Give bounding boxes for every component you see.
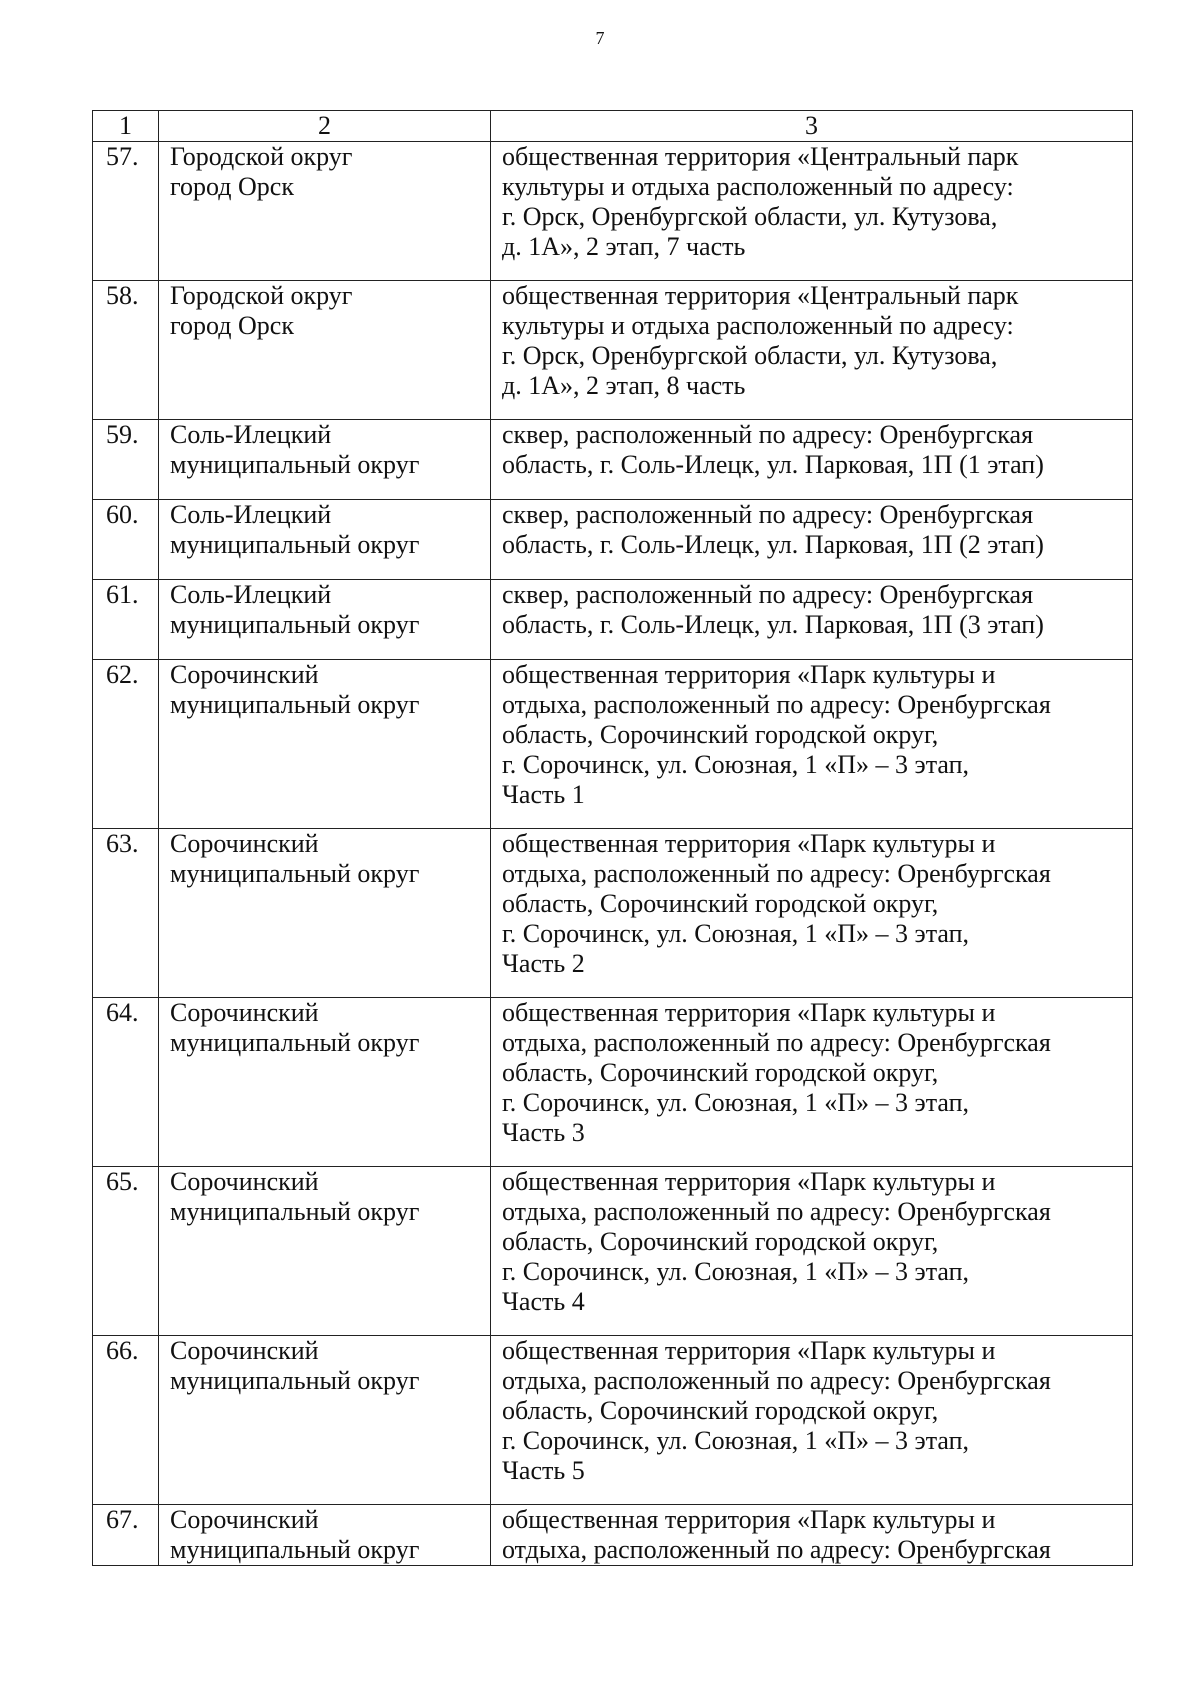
column-header-description: 3 xyxy=(491,111,1133,142)
district-line: Сорочинский xyxy=(170,660,319,689)
description-line: область, г. Соль-Илецк, ул. Парковая, 1П (3 этап) xyxy=(502,610,1044,639)
description-line: д. 1А», 2 этап, 8 часть xyxy=(502,371,746,400)
table-row xyxy=(93,580,1133,660)
description-line: область, г. Соль-Илецк, ул. Парковая, 1П (2 этап) xyxy=(502,530,1044,559)
column-header-number: 1 xyxy=(93,111,159,142)
description-cell xyxy=(491,1336,1133,1505)
district-line: Сорочинский xyxy=(170,1167,319,1196)
description-line: культуры и отдыха расположенный по адресу: xyxy=(502,172,1014,201)
row-number: 57. xyxy=(93,142,159,281)
district-cell xyxy=(159,1167,491,1336)
description-line: общественная территория «Парк культуры и xyxy=(502,998,996,1027)
row-number: 62. xyxy=(93,660,159,829)
row-number: 63. xyxy=(93,829,159,998)
description-line: Часть 2 xyxy=(502,949,585,978)
district-cell xyxy=(159,1336,491,1505)
description-line: отдыха, расположенный по адресу: Оренбургская xyxy=(502,859,1051,888)
district-line: Сорочинский xyxy=(170,1336,319,1365)
district-cell xyxy=(159,500,491,580)
column-header-district: 2 xyxy=(159,111,491,142)
district-line: Сорочинский xyxy=(170,998,319,1027)
row-number: 59. xyxy=(93,420,159,500)
district-cell xyxy=(159,142,491,281)
description-line: сквер, расположенный по адресу: Оренбургская xyxy=(502,500,1034,529)
district-cell xyxy=(159,660,491,829)
table-row xyxy=(93,1505,1133,1566)
description-line: общественная территория «Центральный парк xyxy=(502,281,1019,310)
district-line: Соль-Илецкий xyxy=(170,500,332,529)
table-row xyxy=(93,1336,1133,1505)
description-line: область, Сорочинский городской округ, xyxy=(502,889,939,918)
district-cell xyxy=(159,829,491,998)
table-row xyxy=(93,660,1133,829)
description-cell xyxy=(491,829,1133,998)
table-row xyxy=(93,1167,1133,1336)
district-cell xyxy=(159,420,491,500)
district-line: муниципальный округ xyxy=(170,690,420,719)
page-number: 7 xyxy=(595,28,605,48)
description-line: отдыха, расположенный по адресу: Оренбургская xyxy=(502,1197,1051,1226)
description-line: Часть 3 xyxy=(502,1118,585,1147)
district-line: муниципальный округ xyxy=(170,610,420,639)
district-line: муниципальный округ xyxy=(170,859,420,888)
description-line: г. Сорочинск, ул. Союзная, 1 «П» – 3 этап, xyxy=(502,1088,969,1117)
description-line: сквер, расположенный по адресу: Оренбургская xyxy=(502,420,1034,449)
description-line: Часть 4 xyxy=(502,1287,585,1316)
row-number: 60. xyxy=(93,500,159,580)
description-cell xyxy=(491,580,1133,660)
description-line: г. Сорочинск, ул. Союзная, 1 «П» – 3 этап, xyxy=(502,750,969,779)
description-line: область, Сорочинский городской округ, xyxy=(502,1227,939,1256)
description-line: Часть 1 xyxy=(502,780,585,809)
document-table xyxy=(92,110,1133,1566)
district-line: Соль-Илецкий xyxy=(170,420,332,449)
district-line: город Орск xyxy=(170,311,294,340)
district-line: муниципальный округ xyxy=(170,1366,420,1395)
table-row xyxy=(93,829,1133,998)
description-line: область, Сорочинский городской округ, xyxy=(502,720,939,749)
row-number: 66. xyxy=(93,1336,159,1505)
district-line: муниципальный округ xyxy=(170,530,420,559)
table-row xyxy=(93,142,1133,281)
district-cell xyxy=(159,1505,491,1566)
district-line: Городской округ xyxy=(170,281,353,310)
description-cell xyxy=(491,660,1133,829)
description-line: культуры и отдыха расположенный по адресу: xyxy=(502,311,1014,340)
description-line: отдыха, расположенный по адресу: Оренбургская xyxy=(502,1366,1051,1395)
row-number: 64. xyxy=(93,998,159,1167)
description-line: г. Сорочинск, ул. Союзная, 1 «П» – 3 этап, xyxy=(502,1426,969,1455)
table-header-row xyxy=(93,111,1133,142)
district-cell xyxy=(159,281,491,420)
table-row xyxy=(93,998,1133,1167)
description-cell xyxy=(491,998,1133,1167)
district-line: муниципальный округ xyxy=(170,1535,420,1564)
description-cell xyxy=(491,281,1133,420)
description-line: область, Сорочинский городской округ, xyxy=(502,1058,939,1087)
district-cell xyxy=(159,998,491,1167)
district-line: муниципальный округ xyxy=(170,1028,420,1057)
description-line: сквер, расположенный по адресу: Оренбургская xyxy=(502,580,1034,609)
description-line: общественная территория «Парк культуры и xyxy=(502,829,996,858)
table-row xyxy=(93,420,1133,500)
description-line: область, г. Соль-Илецк, ул. Парковая, 1П (1 этап) xyxy=(502,450,1044,479)
district-line: муниципальный округ xyxy=(170,450,420,479)
description-line: общественная территория «Парк культуры и xyxy=(502,1336,996,1365)
description-line: отдыха, расположенный по адресу: Оренбургская xyxy=(502,1535,1051,1564)
description-line: г. Орск, Оренбургской области, ул. Кутузова, xyxy=(502,341,998,370)
row-number: 65. xyxy=(93,1167,159,1336)
district-line: Сорочинский xyxy=(170,1505,319,1534)
description-cell xyxy=(491,1167,1133,1336)
district-line: Городской округ xyxy=(170,142,353,171)
description-line: г. Сорочинск, ул. Союзная, 1 «П» – 3 этап, xyxy=(502,1257,969,1286)
description-line: отдыха, расположенный по адресу: Оренбургская xyxy=(502,690,1051,719)
description-cell xyxy=(491,142,1133,281)
district-line: Соль-Илецкий xyxy=(170,580,332,609)
description-line: общественная территория «Парк культуры и xyxy=(502,1505,996,1534)
district-line: город Орск xyxy=(170,172,294,201)
description-line: г. Сорочинск, ул. Союзная, 1 «П» – 3 этап, xyxy=(502,919,969,948)
district-line: муниципальный округ xyxy=(170,1197,420,1226)
description-line: общественная территория «Парк культуры и xyxy=(502,1167,996,1196)
description-cell xyxy=(491,500,1133,580)
row-number: 67. xyxy=(93,1505,159,1566)
description-line: общественная территория «Центральный парк xyxy=(502,142,1019,171)
row-number: 58. xyxy=(93,281,159,420)
district-line: Сорочинский xyxy=(170,829,319,858)
description-line: г. Орск, Оренбургской области, ул. Кутузова, xyxy=(502,202,998,231)
table-body xyxy=(93,142,1133,1566)
description-line: д. 1А», 2 этап, 7 часть xyxy=(502,232,746,261)
description-line: Часть 5 xyxy=(502,1456,585,1485)
description-cell xyxy=(491,420,1133,500)
description-line: отдыха, расположенный по адресу: Оренбургская xyxy=(502,1028,1051,1057)
row-number: 61. xyxy=(93,580,159,660)
district-cell xyxy=(159,580,491,660)
table-row xyxy=(93,281,1133,420)
description-line: область, Сорочинский городской округ, xyxy=(502,1396,939,1425)
description-line: общественная территория «Парк культуры и xyxy=(502,660,996,689)
description-cell xyxy=(491,1505,1133,1566)
table-row xyxy=(93,500,1133,580)
